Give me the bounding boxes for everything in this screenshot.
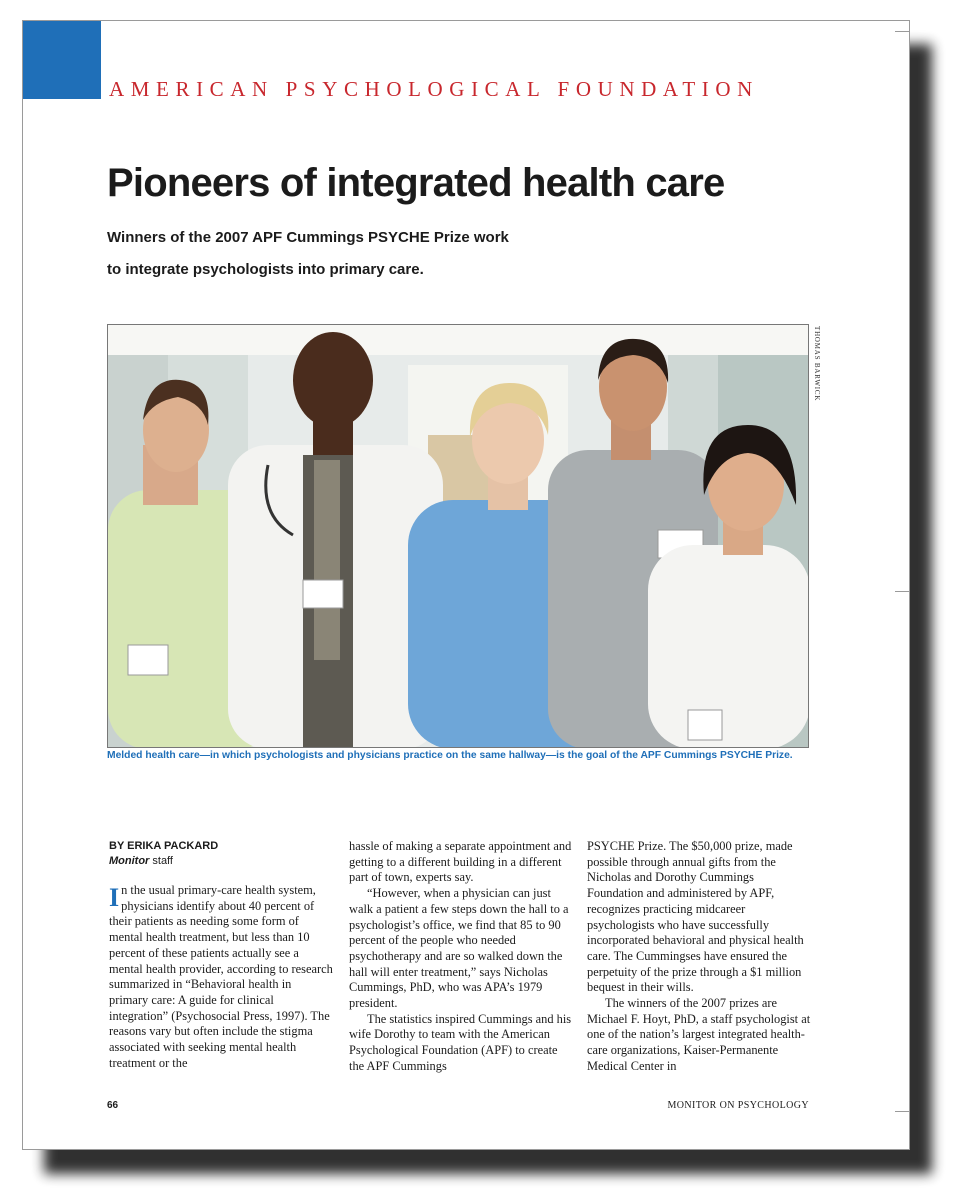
text-column-2 (349, 839, 573, 1075)
article-subtitle-line1: Winners of the 2007 APF Cummings PSYCHE Prize work (107, 229, 509, 246)
crop-mark (895, 1111, 909, 1112)
text-column-1 (109, 839, 333, 1071)
photo-caption: Melded health care—in which psychologists and physicians practice on the same hallway—is the goal of the APF Cummings PSYCHE Prize. (107, 750, 793, 761)
article-photo (107, 324, 809, 748)
section-header: AMERICAN PSYCHOLOGICAL FOUNDATION (109, 77, 759, 101)
staff-line (109, 854, 333, 869)
article-title: Pioneers of integrated health care (107, 161, 725, 205)
staff-rest: staff (149, 855, 173, 867)
paragraph: hassle of making a separate appointment and getting to a different building in a different part of town, experts say. (349, 839, 572, 885)
paragraph (109, 883, 333, 1071)
paragraph: The winners of the 2007 prizes are Michael F. Hoyt, PhD, a staff psychologist at one of the nation’s largest integrated health-care organizations, Kaiser-Permanente Medical Center in (587, 996, 811, 1073)
corner-color-block (23, 21, 101, 99)
crop-mark (895, 591, 909, 592)
byline: BY ERIKA PACKARD (109, 840, 219, 852)
paragraph: “However, when a physician can just walk a patient a few steps down the hall to a psychologist’s office, we find that 85 to 90 percent of the people who needed psychotherapy and are so walked down the hall will enter treatment,” says Nicholas Cummings, PhD, who was APA’s 1979 president. (349, 886, 569, 1011)
crop-mark (895, 31, 909, 32)
paragraph-text: n the usual primary-care health system, physicians identify about 40 percent of their patients as needing some form of mental health treatment, but less than 10 percent of these patients actually see a mental health provider, according to research summarized in “Behavioral health in primary care: A guide for clinical integration” (Psychosocial Press, 1997). The reasons vary but often include the stigma associated with seeking mental health treatment or the (109, 883, 333, 1070)
text-column-3 (587, 839, 811, 1075)
drop-cap: I (109, 883, 120, 912)
article-subtitle-line2: to integrate psychologists into primary care. (107, 261, 424, 278)
photo-credit: THOMAS BARWICK (813, 326, 821, 402)
page-number: 66 (107, 1100, 119, 1111)
publication-name: MONITOR ON PSYCHOLOGY (667, 1100, 809, 1111)
magazine-page (22, 20, 910, 1150)
paragraph: PSYCHE Prize. The $50,000 prize, made possible through annual gifts from the Nicholas and Dorothy Cummings Foundation and administered by APF, recognizes practicing midcareer psychologists who have successfully incorporated behavioral and physical health care. The Cummingses have ensured the perpetuity of the prize through a $1 million bequest in their wills. (587, 839, 804, 995)
paragraph: The statistics inspired Cummings and his wife Dorothy to team with the American Psychological Foundation (APF) to create the APF Cummings (349, 1011, 572, 1073)
staff-emphasis: Monitor (109, 855, 150, 867)
